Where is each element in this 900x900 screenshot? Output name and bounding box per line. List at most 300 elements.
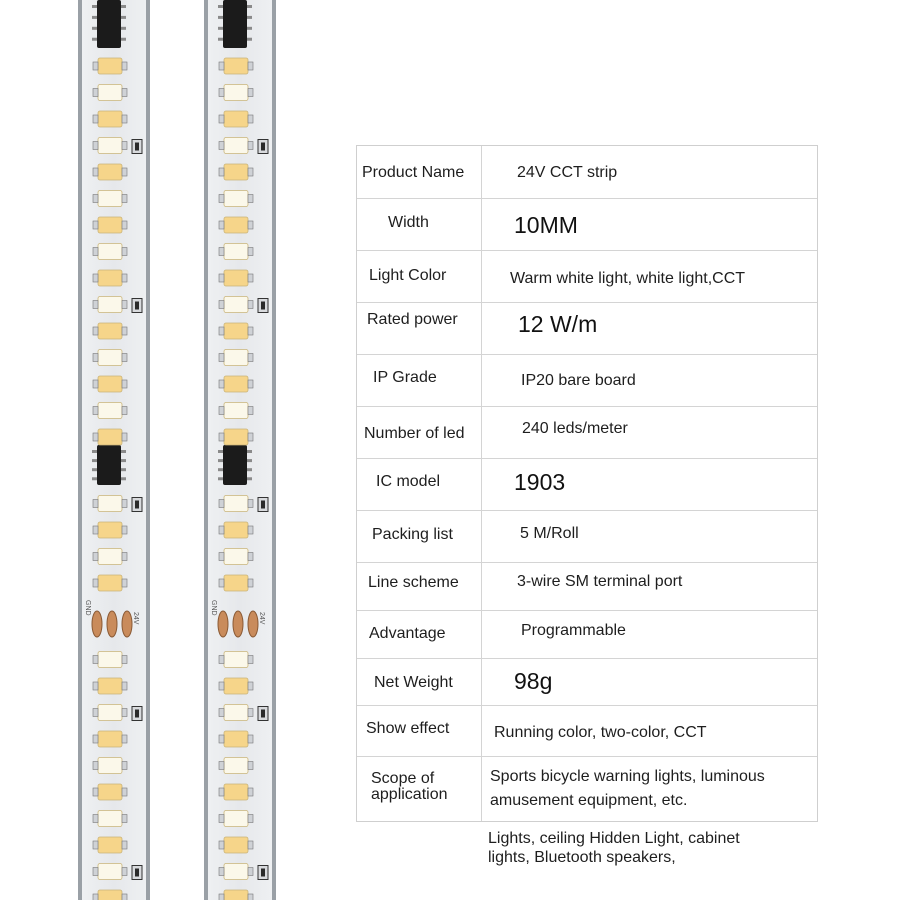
led-chip: [98, 297, 122, 313]
led-pad: [248, 327, 253, 335]
led-pad: [122, 168, 127, 176]
ic-pin: [218, 5, 223, 8]
led-pad: [248, 762, 253, 770]
ic-pin: [247, 450, 252, 453]
led-pad: [122, 301, 127, 309]
led-pad: [93, 682, 98, 690]
ic-pin: [92, 16, 97, 19]
spec-label: Show effect: [366, 720, 450, 737]
led-pad: [248, 815, 253, 823]
spec-label: application: [371, 786, 448, 803]
solder-pad: [218, 611, 228, 637]
led-chip: [98, 111, 122, 127]
ic-chip: [97, 445, 121, 485]
led-chip: [224, 758, 248, 774]
led-pad: [219, 407, 224, 415]
spec-value: Running color, two-color, CCT: [494, 724, 707, 741]
led-pad: [93, 380, 98, 388]
ic-pin: [92, 468, 97, 471]
led-chip: [224, 731, 248, 747]
led-chip: [224, 575, 248, 591]
led-pad: [219, 526, 224, 534]
spec-row-product-name: [357, 146, 817, 199]
ground-label: GND: [84, 600, 91, 616]
led-chip: [98, 837, 122, 853]
led-pad: [219, 815, 224, 823]
led-pad: [122, 788, 127, 796]
led-chip: [98, 376, 122, 392]
led-pad: [122, 579, 127, 587]
led-pad: [248, 380, 253, 388]
led-chip: [98, 890, 122, 900]
led-chip: [98, 164, 122, 180]
led-pad: [122, 656, 127, 664]
spec-value: 5 M/Roll: [520, 525, 579, 542]
led-pad: [93, 195, 98, 203]
led-pad: [219, 301, 224, 309]
spec-value-cell: [482, 511, 817, 562]
spec-row-packing-list: [357, 511, 817, 563]
ic-pin: [92, 477, 97, 480]
led-pad: [219, 841, 224, 849]
resistor-body: [135, 710, 139, 718]
spec-value-cell: [482, 757, 817, 821]
led-chip: [224, 164, 248, 180]
led-chip: [224, 217, 248, 233]
voltage-label: 24V: [132, 612, 139, 625]
led-pad: [219, 142, 224, 150]
led-pad: [93, 89, 98, 97]
scope-overflow-line: Lights, ceiling Hidden Light, cabinet: [488, 830, 740, 847]
spec-label: Line scheme: [368, 574, 459, 591]
led-chip: [98, 678, 122, 694]
spec-value: 3-wire SM terminal port: [517, 573, 683, 590]
spec-value: 98g: [514, 668, 553, 694]
led-pad: [122, 841, 127, 849]
spec-label-cell: [357, 459, 482, 510]
spec-value: Warm white light, white light,CCT: [510, 270, 746, 287]
led-pad: [248, 142, 253, 150]
resistor-body: [261, 501, 265, 509]
ic-pin: [121, 38, 126, 41]
led-chip: [224, 522, 248, 538]
led-chip: [224, 784, 248, 800]
led-pad: [248, 788, 253, 796]
spec-value-cell: [482, 459, 817, 510]
spec-label-cell: [357, 407, 482, 458]
led-chip: [98, 350, 122, 366]
led-pad: [219, 248, 224, 256]
scope-overflow-text: [488, 829, 788, 867]
led-chip: [98, 549, 122, 565]
led-pad: [93, 301, 98, 309]
spec-row-ic-model: [357, 459, 817, 511]
led-pad: [248, 274, 253, 282]
resistor-body: [135, 501, 139, 509]
voltage-label: 24V: [258, 612, 265, 625]
spec-value: Sports bicycle warning lights, luminous: [490, 768, 765, 785]
led-pad: [93, 433, 98, 441]
led-chip: [98, 138, 122, 154]
spec-value-cell: [482, 407, 817, 458]
led-pad: [219, 354, 224, 362]
led-chip: [224, 890, 248, 900]
spec-row-light-color: [357, 251, 817, 303]
led-chip: [224, 376, 248, 392]
spec-label: Product Name: [362, 164, 465, 181]
spec-value: 24V CCT strip: [517, 164, 618, 181]
led-pad: [219, 788, 224, 796]
led-chip: [224, 297, 248, 313]
spec-row-width: [357, 199, 817, 251]
led-pad: [219, 553, 224, 561]
ic-pin: [92, 450, 97, 453]
resistor-body: [261, 143, 265, 151]
led-pad: [248, 894, 253, 900]
led-chip: [224, 678, 248, 694]
solder-pad: [248, 611, 258, 637]
led-pad: [93, 407, 98, 415]
ic-pin: [218, 477, 223, 480]
ic-chip: [223, 445, 247, 485]
led-pad: [93, 274, 98, 282]
spec-label-cell: [357, 199, 482, 250]
solder-pad: [233, 611, 243, 637]
spec-value: IP20 bare board: [521, 372, 636, 389]
led-pad: [93, 500, 98, 508]
spec-value-cell: [482, 251, 817, 302]
led-chip: [98, 85, 122, 101]
led-pad: [248, 407, 253, 415]
led-pad: [248, 735, 253, 743]
led-chip: [98, 429, 122, 445]
led-chip: [224, 837, 248, 853]
led-pad: [219, 500, 224, 508]
ic-pin: [247, 38, 252, 41]
led-pad: [248, 841, 253, 849]
led-pad: [219, 433, 224, 441]
solder-pad: [107, 611, 117, 637]
resistor-body: [135, 143, 139, 151]
led-pad: [122, 500, 127, 508]
led-pad: [248, 115, 253, 123]
led-pad: [93, 709, 98, 717]
spec-label: Light Color: [369, 267, 447, 284]
led-pad: [248, 168, 253, 176]
spec-value-cell: [482, 659, 817, 705]
spec-value: 10MM: [514, 212, 578, 238]
spec-value-cell: [482, 199, 817, 250]
led-pad: [93, 62, 98, 70]
led-pad: [122, 115, 127, 123]
led-chip: [98, 522, 122, 538]
led-pad: [122, 62, 127, 70]
ic-pin: [218, 450, 223, 453]
led-pad: [93, 115, 98, 123]
ground-label: GND: [210, 600, 217, 616]
ic-chip: [223, 0, 247, 48]
led-chip: [224, 111, 248, 127]
led-pad: [122, 815, 127, 823]
resistor-body: [261, 869, 265, 877]
spec-row-scope-of-application: [357, 757, 817, 821]
spec-label-cell: [357, 355, 482, 406]
led-pad: [219, 327, 224, 335]
led-pad: [93, 553, 98, 561]
ic-pin: [247, 468, 252, 471]
led-strip-graphic: [78, 0, 150, 900]
led-chip: [98, 270, 122, 286]
spec-value-cell: [482, 146, 817, 198]
led-chip: [98, 784, 122, 800]
led-chip: [224, 549, 248, 565]
ic-pin: [247, 477, 252, 480]
led-chip: [98, 403, 122, 419]
led-pad: [122, 248, 127, 256]
led-pad: [248, 62, 253, 70]
led-pad: [93, 354, 98, 362]
ic-pin: [121, 450, 126, 453]
ic-pin: [121, 16, 126, 19]
led-pad: [248, 682, 253, 690]
led-strip-graphic: [204, 0, 276, 900]
led-pad: [122, 407, 127, 415]
led-pad: [93, 815, 98, 823]
led-pad: [122, 354, 127, 362]
led-chip: [98, 191, 122, 207]
spec-value-cell: [482, 355, 817, 406]
led-pad: [122, 274, 127, 282]
ic-pin: [121, 27, 126, 30]
led-chip: [224, 429, 248, 445]
spec-label-cell: [357, 563, 482, 610]
scope-overflow-line: lights, Bluetooth speakers,: [488, 849, 676, 866]
led-chip: [98, 496, 122, 512]
ic-chip: [97, 0, 121, 48]
led-pad: [219, 274, 224, 282]
led-pad: [122, 380, 127, 388]
led-chip: [98, 811, 122, 827]
spec-label-cell: [357, 659, 482, 705]
led-chip: [224, 864, 248, 880]
led-chip: [224, 138, 248, 154]
led-pad: [122, 709, 127, 717]
led-chip: [98, 758, 122, 774]
led-pad: [248, 656, 253, 664]
led-pad: [122, 735, 127, 743]
ic-pin: [218, 38, 223, 41]
spec-value: amusement equipment, etc.: [490, 792, 688, 809]
led-pad: [122, 553, 127, 561]
led-chip: [224, 244, 248, 260]
led-chip: [224, 350, 248, 366]
spec-value: 1903: [514, 469, 566, 495]
spec-label: Net Weight: [374, 674, 453, 691]
led-chip: [224, 496, 248, 512]
led-strip-left: [78, 0, 150, 900]
spec-row-rated-power: [357, 303, 817, 355]
led-chip: [98, 58, 122, 74]
led-chip: [224, 323, 248, 339]
ic-pin: [247, 16, 252, 19]
led-pad: [93, 142, 98, 150]
spec-row-advantage: [357, 611, 817, 659]
spec-row-ip-grade: [357, 355, 817, 407]
led-chip: [224, 191, 248, 207]
led-pad: [122, 526, 127, 534]
led-pad: [122, 868, 127, 876]
spec-label: Number of led: [364, 425, 465, 442]
ic-pin: [92, 5, 97, 8]
led-pad: [248, 433, 253, 441]
spec-label-cell: [357, 611, 482, 658]
spec-label: IC model: [376, 473, 441, 490]
led-pad: [219, 62, 224, 70]
spec-value-cell: [482, 706, 817, 756]
resistor-body: [261, 302, 265, 310]
led-pad: [248, 709, 253, 717]
led-pad: [93, 788, 98, 796]
ic-pin: [92, 459, 97, 462]
led-chip: [98, 323, 122, 339]
led-pad: [219, 115, 224, 123]
spec-label: Advantage: [369, 625, 446, 642]
spec-table: [356, 145, 818, 822]
led-pad: [248, 500, 253, 508]
led-pad: [219, 762, 224, 770]
led-pad: [93, 327, 98, 335]
spec-value: 12 W/m: [518, 311, 598, 337]
spec-row-net-weight: [357, 659, 817, 706]
ic-pin: [121, 468, 126, 471]
spec-label-cell: [357, 251, 482, 302]
led-chip: [224, 403, 248, 419]
led-strip-right: [204, 0, 276, 900]
led-pad: [219, 709, 224, 717]
led-pad: [122, 433, 127, 441]
led-pad: [219, 380, 224, 388]
spec-label-cell: [357, 303, 482, 354]
spec-value: 240 leds/meter: [522, 420, 628, 437]
spec-label: Scope of: [371, 770, 435, 787]
solder-pad: [122, 611, 132, 637]
spec-row-number-of-led: [357, 407, 817, 459]
spec-label: Width: [388, 214, 429, 231]
spec-row-line-scheme: [357, 563, 817, 611]
led-pad: [219, 682, 224, 690]
ic-pin: [218, 468, 223, 471]
led-pad: [248, 526, 253, 534]
spec-label-cell: [357, 706, 482, 756]
led-pad: [122, 894, 127, 900]
led-pad: [248, 89, 253, 97]
led-pad: [122, 762, 127, 770]
led-pad: [248, 195, 253, 203]
led-chip: [224, 705, 248, 721]
led-pad: [122, 221, 127, 229]
spec-value-cell: [482, 563, 817, 610]
led-pad: [219, 195, 224, 203]
resistor-body: [135, 869, 139, 877]
led-chip: [224, 270, 248, 286]
led-pad: [219, 656, 224, 664]
led-pad: [219, 894, 224, 900]
spec-label-cell: [357, 757, 482, 821]
led-chip: [98, 864, 122, 880]
led-chip: [224, 58, 248, 74]
led-pad: [248, 553, 253, 561]
led-pad: [93, 168, 98, 176]
spec-label: Rated power: [367, 311, 458, 328]
ic-pin: [247, 459, 252, 462]
led-pad: [122, 682, 127, 690]
led-pad: [93, 656, 98, 664]
spec-value-cell: [482, 611, 817, 658]
led-chip: [98, 575, 122, 591]
led-pad: [93, 248, 98, 256]
led-pad: [219, 735, 224, 743]
spec-label-cell: [357, 146, 482, 198]
spec-label-cell: [357, 511, 482, 562]
spec-row-show-effect: [357, 706, 817, 757]
led-pad: [219, 221, 224, 229]
led-pad: [219, 168, 224, 176]
spec-label: IP Grade: [373, 369, 437, 386]
led-pad: [93, 526, 98, 534]
led-chip: [98, 244, 122, 260]
led-pad: [122, 142, 127, 150]
led-pad: [248, 579, 253, 587]
led-chip: [98, 731, 122, 747]
ic-pin: [218, 16, 223, 19]
solder-pad: [92, 611, 102, 637]
resistor-body: [261, 710, 265, 718]
resistor-body: [135, 302, 139, 310]
spec-label: Packing list: [372, 526, 453, 543]
spec-value-cell: [482, 303, 817, 354]
ic-pin: [92, 27, 97, 30]
led-pad: [122, 89, 127, 97]
led-pad: [122, 327, 127, 335]
led-chip: [224, 652, 248, 668]
led-pad: [93, 221, 98, 229]
led-pad: [93, 735, 98, 743]
led-pad: [93, 894, 98, 900]
led-pad: [219, 579, 224, 587]
led-chip: [98, 705, 122, 721]
led-pad: [248, 221, 253, 229]
led-pad: [248, 301, 253, 309]
ic-pin: [218, 27, 223, 30]
ic-pin: [121, 459, 126, 462]
led-pad: [219, 89, 224, 97]
led-chip: [98, 652, 122, 668]
led-pad: [122, 195, 127, 203]
led-chip: [224, 85, 248, 101]
led-chip: [98, 217, 122, 233]
ic-pin: [247, 5, 252, 8]
led-pad: [93, 841, 98, 849]
spec-value: Programmable: [521, 622, 626, 639]
led-chip: [224, 811, 248, 827]
ic-pin: [247, 27, 252, 30]
led-pad: [248, 248, 253, 256]
led-pad: [93, 868, 98, 876]
led-pad: [93, 762, 98, 770]
ic-pin: [121, 477, 126, 480]
ic-pin: [92, 38, 97, 41]
led-pad: [248, 354, 253, 362]
